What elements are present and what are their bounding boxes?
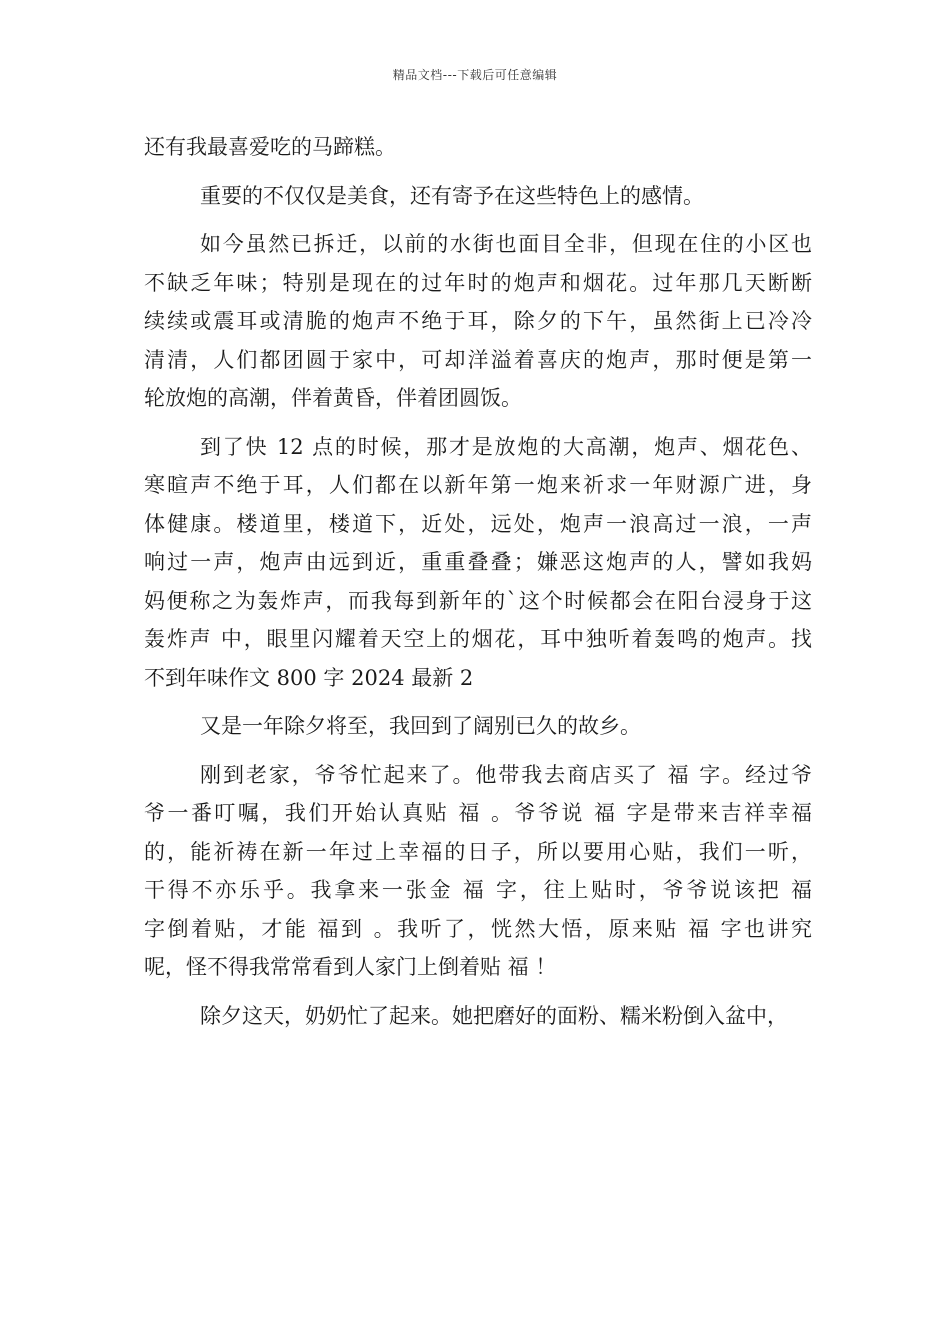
paragraph-line: 轮放炮的高潮，伴着黄昏，伴着团圆饭。 xyxy=(144,386,522,410)
paragraph-line: 续续或震耳或清脆的炮声不绝于耳，除夕的下午，虽然街上已冷冷 xyxy=(144,309,812,333)
paragraph-line: 到了快 12 点的时候，那才是放炮的大高潮，炮声、烟花色、 xyxy=(200,434,812,459)
paragraph-line: 不缺乏年味；特别是现在的过年时的炮声和烟花。过年那几天断断 xyxy=(144,270,812,295)
paragraph-line: 寒暄声不绝于耳，人们都在以新年第一炮来祈求一年财源广进，身 xyxy=(144,473,812,497)
paragraph-line: 字倒着贴，才能 福到 。我听了，恍然大悟，原来贴 福 字也讲究 xyxy=(144,916,812,941)
paragraph-line: 如今虽然已拆迁，以前的水街也面目全非，但现在住的小区也 xyxy=(200,232,812,256)
paragraph-line: 轰炸声 中，眼里闪耀着天空上的烟花，耳中独听着轰鸣的炮声。找 xyxy=(144,627,812,651)
page-header: 精品文档---下载后可任意编辑 xyxy=(392,68,558,82)
paragraph-line: 还有我最喜爱吃的马蹄糕。 xyxy=(144,135,396,159)
paragraph-line: 呢，怪不得我常常看到人家门上倒着贴 福 ！ xyxy=(144,955,557,979)
document-body xyxy=(144,128,812,1035)
paragraph-line: 响过一声，炮声由远到近，重重叠叠；嫌恶这炮声的人，譬如我妈 xyxy=(144,550,812,574)
paragraph-line: 妈便称之为轰炸声，而我每到新年的`这个时候都会在阳台浸身于这 xyxy=(144,588,812,613)
paragraph-line: 除夕这天，奶奶忙了起来。她把磨好的面粉、糯米粉倒入盆中， xyxy=(200,1003,788,1028)
paragraph-line: 干得不亦乐乎。我拿来一张金 福 字，往上贴时，爷爷说该把 福 xyxy=(144,878,812,902)
paragraph-line: 爷一番叮嘱，我们开始认真贴 福 。爷爷说 福 字是带来吉祥幸福 xyxy=(144,801,812,825)
paragraph-line: 重要的不仅仅是美食，还有寄予在这些特色上的感情。 xyxy=(200,183,704,208)
paragraph-line: 体健康。楼道里，楼道下，近处，远处，炮声一浪高过一浪，一声 xyxy=(144,511,812,536)
paragraph-line: 不到年味作文 800 字 2024 最新 2 xyxy=(144,665,474,690)
paragraph-line: 清清，人们都团圆于家中，可却洋溢着喜庆的炮声，那时便是第一 xyxy=(144,347,812,372)
paragraph-line: 又是一年除夕将至，我回到了阔别已久的故乡。 xyxy=(200,714,641,738)
paragraph-line: 的，能祈祷在新一年过上幸福的日子，所以要用心贴，我们一听， xyxy=(144,839,812,864)
paragraph-line: 刚到老家，爷爷忙起来了。他带我去商店买了 福 字。经过爷 xyxy=(200,762,812,787)
